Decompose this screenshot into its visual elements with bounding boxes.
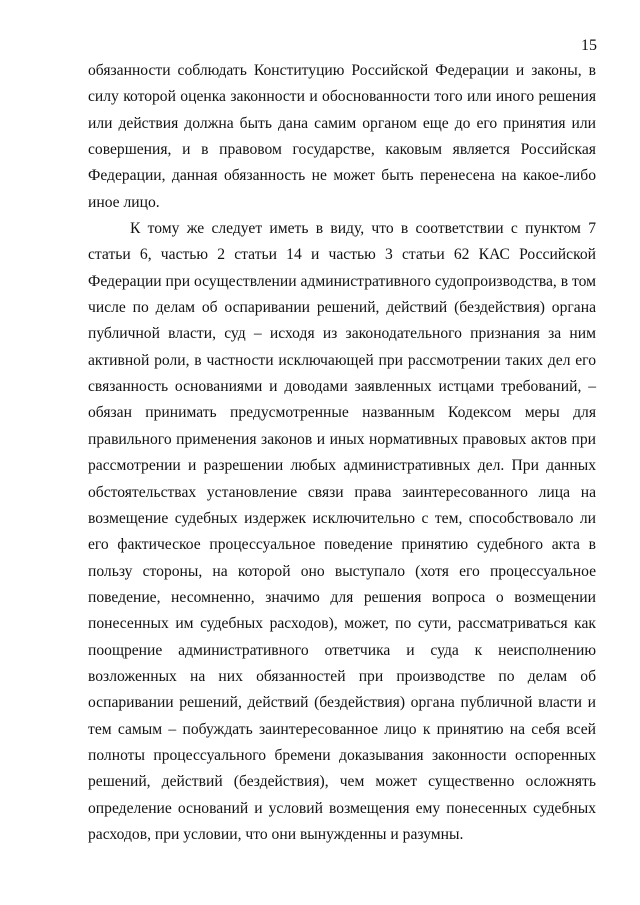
paragraph-main: К тому же следует иметь в виду, что в соответствии с пунктом 7 статьи 6, частью 2 статьи 14 и частью 3 статьи 62 КАС Российской Федерации при осуществлении административного судопроизводства, в том числе по делам об оспаривании решений, действий (бездействия) органа публичной власти, суд – исходя из законодательного признания за ним активной роли, в частности исключающей при рассмотрении таких дел его связанность основаниями и доводами заявленных истцами требований, – обязан принимать предусмотренные названным Кодексом меры для правильного применения законов и иных нормативных правовых актов при рассмотрении и разрешении любых административных дел. При данных обстоятельствах установление связи права заинтересованного лица на возмещение судебных издержек исключительно с тем, способствовало ли его фактическое процессуальное поведение принятию судебного акта в пользу стороны, на которой оно выступало (хотя его процессуальное поведение, несомненно, значимо для решения вопроса о возмещении понесенных им судебных расходов), может, по сути, рассматриваться как поощрение административного ответчика и суда к неисполнению возложенных на них обязанностей при производстве по делам об оспаривании решений, действий (бездействия) органа публичной власти и тем самым – побуждать заинтересованное лицо к принятию на себя всей полноты процессуального бремени доказывания законности оспоренных решений, действий (бездействия), чем может существенно осложнять определение оснований и условий возмещения ему понесенных судебных расходов, при условии, что они вынужденны и разумны. bbox=[88, 220, 596, 843]
document-body bbox=[88, 58, 596, 848]
paragraph-continuation: обязанности соблюдать Конституцию Российской Федерации и законы, в силу которой оценка законности и обоснованности того или иного решения или действия должна быть дана самим органом еще до его принятия или совершения, и в правовом государстве, каковым является Российская Федерации, данная обязанность не может быть перенесена на какое-либо иное лицо. bbox=[88, 62, 596, 211]
page-number: 15 bbox=[581, 37, 597, 54]
